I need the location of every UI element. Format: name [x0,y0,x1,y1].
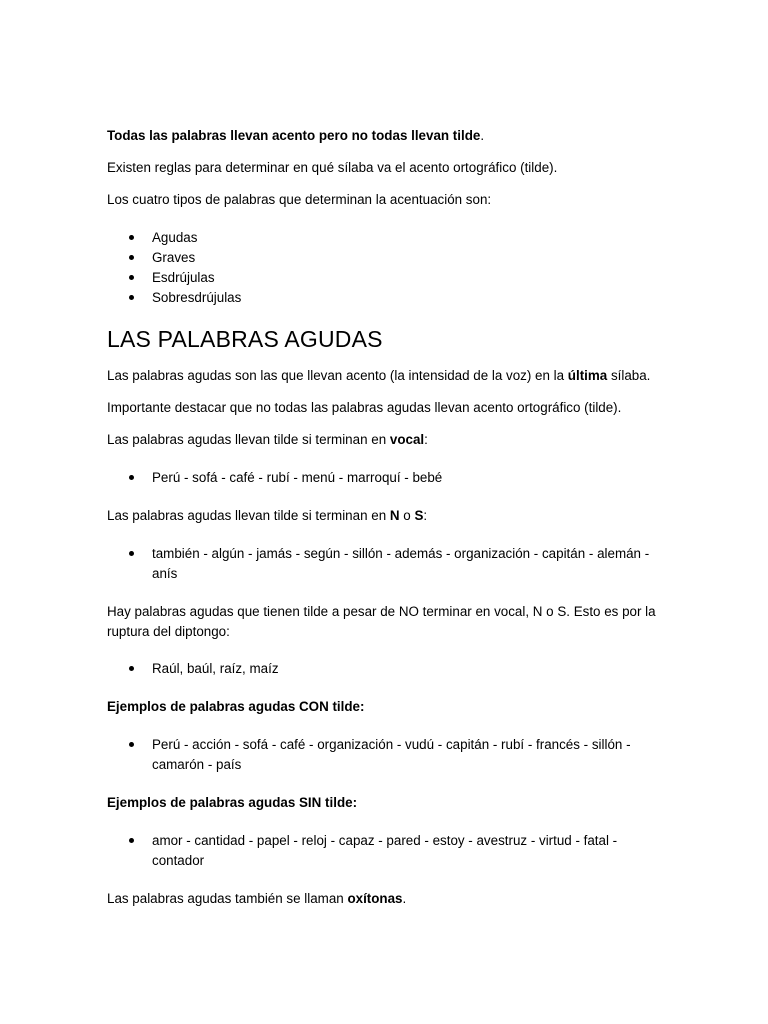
sin-tilde-heading: Ejemplos de palabras agudas SIN tilde: [107,795,358,810]
list-item: amor - cantidad - papel - reloj - capaz - pared - estoy - avestruz - virtud - fatal - contador [107,831,667,871]
document-content [107,126,667,909]
list-item: Perú - sofá - café - rubí - menú - marroquí - bebé [107,468,667,488]
types-line: Los cuatro tipos de palabras que determinan la acentuación son: [107,192,492,207]
list-item: Sobresdrújulas [107,288,667,308]
types-list [107,228,667,308]
sin-tilde-examples-list [107,831,667,871]
intro-bold-line [107,126,667,146]
intro-bold-text: Todas las palabras llevan acento pero no todas llevan tilde [107,128,481,143]
ns-rule-line: Las palabras agudas llevan tilde si terminan en N o S: [107,508,428,523]
vocal-examples-list [107,468,667,488]
section-heading: LAS PALABRAS AGUDAS [107,326,383,352]
diptongo-line: Hay palabras agudas que tienen tilde a pesar de NO terminar en vocal, N o S. Esto es por la ruptura del diptongo: [107,604,656,639]
list-item: Agudas [107,228,667,248]
con-tilde-heading: Ejemplos de palabras agudas CON tilde: [107,699,365,714]
important-line: Importante destacar que no todas las palabras agudas llevan acento ortográfico (tilde). [107,400,622,415]
vocal-rule-line: Las palabras agudas llevan tilde si terminan en vocal: [107,432,428,447]
intro-bold-end: . [480,128,485,143]
list-item: Esdrújulas [107,268,667,288]
list-item: Graves [107,248,667,268]
diptongo-examples-list [107,659,667,679]
list-item: Perú - acción - sofá - café - organización - vudú - capitán - rubí - francés - sillón - camarón - país [107,735,667,775]
list-item: Raúl, baúl, raíz, maíz [107,659,667,679]
rules-line: Existen reglas para determinar en qué sílaba va el acento ortográfico (tilde). [107,160,558,175]
list-item: también - algún - jamás - según - sillón - además - organización - capitán - alemán - anís [107,544,667,584]
ns-examples-list [107,544,667,584]
con-tilde-examples-list [107,735,667,775]
definition-line: Las palabras agudas son las que llevan acento (la intensidad de la voz) en la última sílaba. [107,368,651,383]
oxitonas-line: Las palabras agudas también se llaman oxítonas. [107,891,407,906]
